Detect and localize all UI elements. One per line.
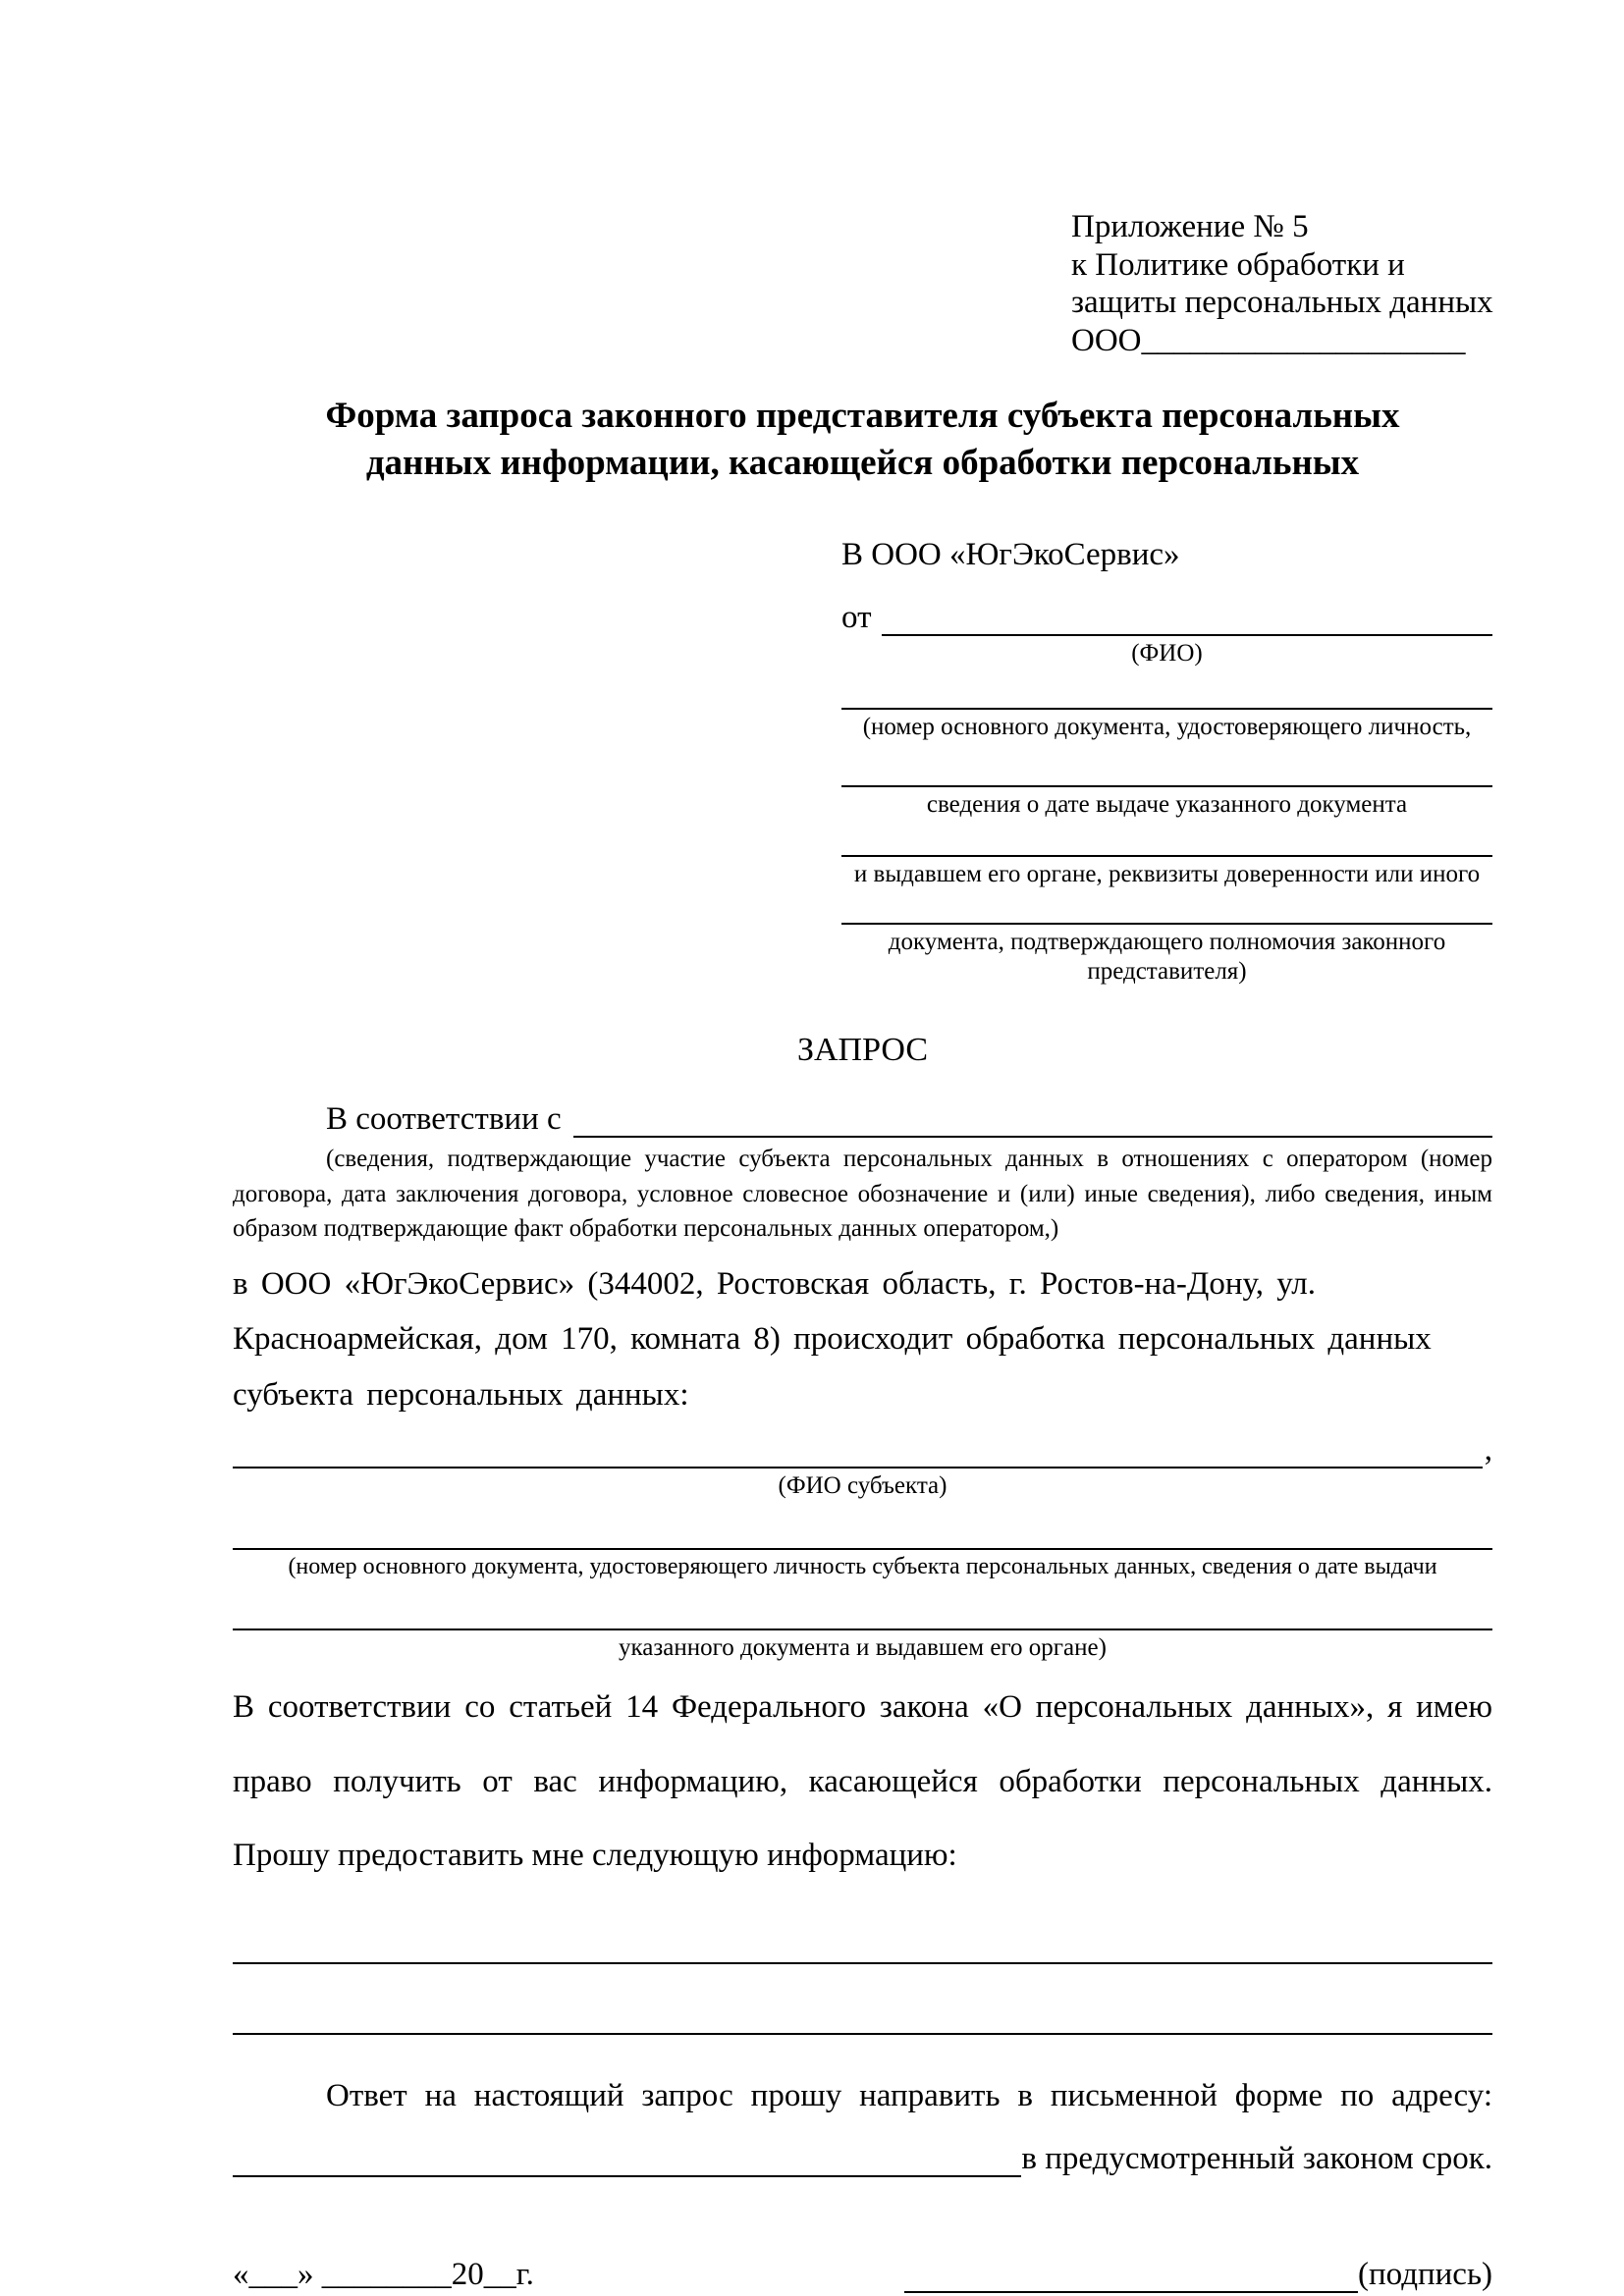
subject-authority-line — [233, 1581, 1492, 1630]
representative-document-line — [841, 668, 1492, 710]
signature-line — [904, 2248, 1358, 2293]
subject-fio-line — [233, 1425, 1483, 1468]
authority-document-line — [841, 889, 1492, 925]
from-field-row — [841, 591, 1492, 636]
issuing-authority-line — [841, 820, 1492, 857]
answer-term-text: в предусмотренный законом срок. — [1021, 2141, 1492, 2177]
representative-name-line — [882, 589, 1493, 636]
document-title-line: Форма запроса законного представителя субъекта персональных — [325, 396, 1400, 437]
fio-caption: (ФИО) — [1131, 640, 1203, 667]
accordance-blank-line — [573, 1093, 1492, 1138]
document-number-caption: (номер основного документа, удостоверяющего личность, — [862, 714, 1472, 741]
appendix-note-line: защиты персональных данных — [1071, 285, 1493, 321]
subject-fio-caption: (ФИО субъекта) — [778, 1471, 947, 1499]
request-heading: ЗАПРОС — [796, 1032, 929, 1069]
date-blank-text: «___» ________20__г. — [233, 2257, 534, 2293]
subject-document-caption: (номер основного документа, удостоверяющего личность субъекта персональных данных, сведения о дате выдачи — [288, 1553, 1437, 1579]
appendix-note-line: к Политике обработки и — [1071, 246, 1405, 283]
requested-info-line — [233, 1964, 1492, 2035]
from-label: от — [841, 600, 872, 636]
addressee-company: В ООО «ЮгЭкоСервис» — [841, 537, 1180, 573]
signature-caption: (подпись) — [1358, 2257, 1492, 2293]
document-title-line: данных информации, касающейся обработки персональных — [365, 442, 1360, 483]
answer-address-row — [233, 2114, 1492, 2177]
subject-fio-comma: , — [1484, 1431, 1492, 1468]
appendix-note-line: Приложение № 5 — [1071, 209, 1309, 244]
appendix-note — [1071, 208, 1492, 359]
subject-authority-caption: указанного документа и выдавшем его органе) — [619, 1633, 1107, 1661]
issuing-authority-caption: и выдавшем его органе, реквизиты доверенности или иного — [853, 861, 1481, 888]
accordance-row — [233, 1095, 1492, 1138]
requested-info-line — [233, 1894, 1492, 1964]
subject-document-line — [233, 1501, 1492, 1550]
date-signature-row — [233, 2250, 1492, 2293]
answer-address-line — [233, 2112, 1021, 2177]
document-date-line — [841, 742, 1492, 787]
signature-field — [904, 2250, 1492, 2293]
document-date-caption: сведения о дате выдаче указанного документа — [926, 791, 1408, 819]
company-blank-line: ООО____________________ — [1071, 322, 1466, 358]
operator-paragraph: в ООО «ЮгЭкоСервис» (344002, Ростовская область, г. Ростов-на-Дону, ул. Красноармейская, дом 170, комната 8) происходит обработка персональных данных субъекта персональных данных: — [233, 1265, 1432, 1414]
law-paragraph: В соответствии со статьей 14 Федерального закона «О персональных данных», я имею право получить от вас информацию, касающейся обработки персональных данных. Прошу предоставить мне следующую информацию: — [233, 1688, 1492, 1874]
document-title — [233, 393, 1492, 486]
subject-fio-row — [233, 1427, 1492, 1468]
answer-paragraph: Ответ на настоящий запрос прошу направить в письменной форме по адресу: — [326, 2078, 1492, 2114]
accordance-footnote: (сведения, подтверждающие участие субъекта персональных данных в отношениях с оператором (номер договора, дата заключения договора, условное словесное обозначение и (или) иные сведения), либо сведения, иным образом подтверждающие факт обработки персональных данных оператором,) — [233, 1146, 1492, 1243]
authority-document-caption: документа, подтверждающего полномочия законного представителя) — [888, 929, 1446, 986]
addressee-block — [841, 537, 1492, 987]
accordance-label: В соответствии с — [326, 1101, 562, 1138]
